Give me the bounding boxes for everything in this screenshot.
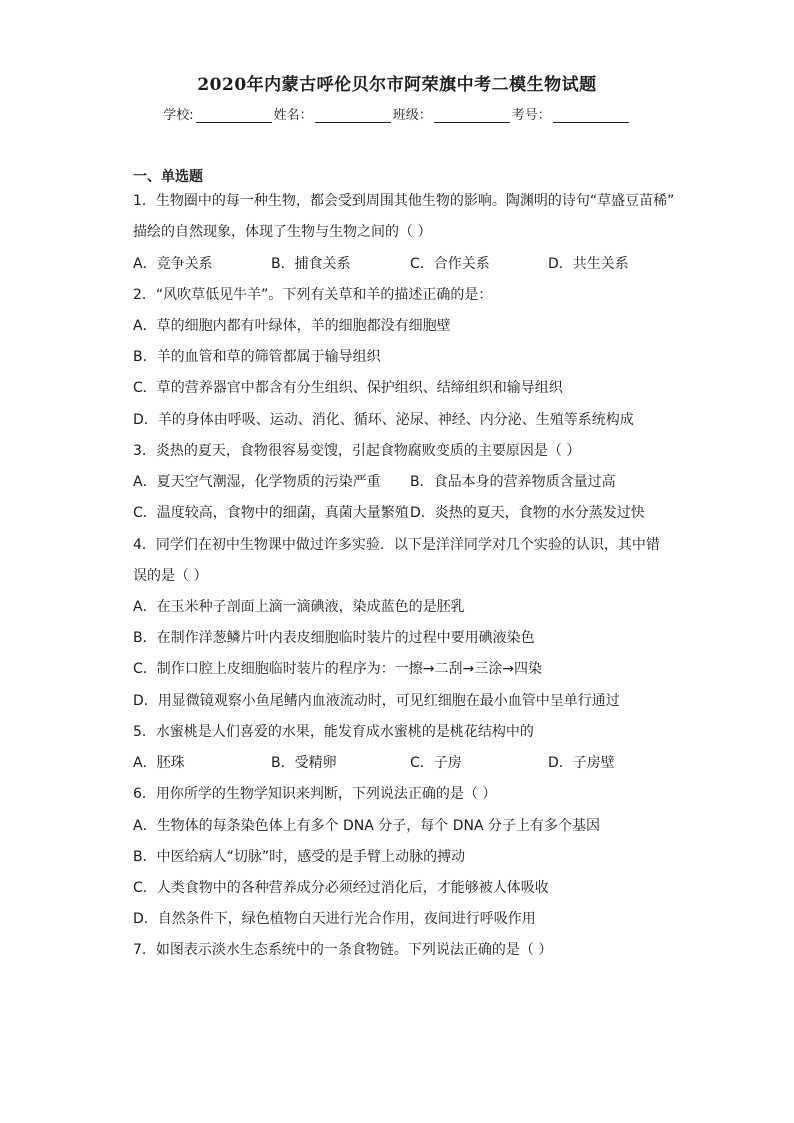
section-title: 一、单选题 <box>133 169 203 185</box>
q4-option-c: C．制作口腔上皮细胞临时装片的程序为：一擦→二刮→三涂→四染 <box>133 661 542 677</box>
q1-stem-line2: 描绘的自然现象，体现了生物与生物之间的（ ） <box>133 224 432 240</box>
q6-option-b: B．中医给病人“切脉”时，感受的是手臂上动脉的搏动 <box>133 849 466 865</box>
exam-number-label: 考号： <box>511 108 551 123</box>
q2-option-c: C．草的营养器官中都含有分生组织、保护组织、结缔组织和输导组织 <box>133 380 563 396</box>
q4-option-a: A．在玉米种子剖面上滴一滴碘液，染成蓝色的是胚乳 <box>133 599 465 615</box>
school-label: 学校: <box>163 108 194 123</box>
student-info-line <box>0 104 794 123</box>
q5-option-b: B．受精卵 <box>271 755 337 771</box>
q7-stem: 7．如图表示淡水生态系统中的一条食物链。下列说法正确的是（ ） <box>133 942 553 958</box>
q6-option-c: C．人类食物中的各种营养成分必须经过消化后，才能够被人体吸收 <box>133 880 549 896</box>
q2-option-d: D．羊的身体由呼吸、运动、消化、循环、泌尿、神经、内分泌、生殖等系统构成 <box>133 412 634 428</box>
q1-option-c: C．合作关系 <box>410 256 490 272</box>
q5-option-d: D．子房壁 <box>548 755 615 771</box>
name-blank <box>315 108 391 123</box>
q6-option-d: D．自然条件下，绿色植物白天进行光合作用，夜间进行呼吸作用 <box>133 911 536 927</box>
name-label: 姓名： <box>273 108 313 123</box>
q1-option-b: B．捕食关系 <box>271 256 351 272</box>
q4-stem-line2: 误的是（ ） <box>133 568 208 584</box>
q2-stem: 2．“风吹草低见牛羊”。下列有关草和羊的描述正确的是： <box>133 287 493 303</box>
q3-option-a: A．夏天空气潮湿，化学物质的污染严重 <box>133 474 381 490</box>
q4-stem-line1: 4．同学们在初中生物课中做过许多实验．以下是洋洋同学对几个实验的认识，其中错 <box>133 537 660 553</box>
q4-option-b: B．在制作洋葱鳞片叶内表皮细胞临时装片的过程中要用碘液染色 <box>133 630 535 646</box>
school-blank <box>196 108 272 123</box>
q3-option-d: D．炎热的夏天，食物的水分蒸发过快 <box>410 505 645 521</box>
exam-number-blank <box>553 108 629 123</box>
exam-title: 2020年内蒙古呼伦贝尔市阿荣旗中考二模生物试题 <box>197 75 597 95</box>
q6-option-a: A．生物体的每条染色体上有多个 DNA 分子，每个 DNA 分子上有多个基因 <box>133 818 601 834</box>
q1-option-d: D．共生关系 <box>548 256 629 272</box>
q5-stem: 5．水蜜桃是人们喜爱的水果，能发育成水蜜桃的是桃花结构中的 <box>133 724 534 740</box>
q2-option-b: B．羊的血管和草的筛管都属于输导组织 <box>133 349 381 365</box>
class-label: 班级： <box>392 108 432 123</box>
q3-stem: 3．炎热的夏天，食物很容易变馊，引起食物腐败变质的主要原因是（ ） <box>133 443 581 459</box>
q6-stem: 6．用你所学的生物学知识来判断，下列说法正确的是（ ） <box>133 786 497 802</box>
q1-stem-line1: 1．生物圈中的每一种生物，都会受到周围其他生物的影响。陶渊明的诗句“草盛豆苗稀” <box>133 193 675 209</box>
q3-option-c: C．温度较高，食物中的细菌，真菌大量繁殖 <box>133 505 409 521</box>
q5-option-a: A．胚珠 <box>133 755 185 771</box>
q5-option-c: C．子房 <box>410 755 462 771</box>
q4-option-d: D．用显微镜观察小鱼尾鳍内血液流动时，可见红细胞在最小血管中呈单行通过 <box>133 693 620 709</box>
q2-option-a: A．草的细胞内都有叶绿体，羊的细胞都没有细胞壁 <box>133 318 451 334</box>
q3-option-b: B．食品本身的营养物质含量过高 <box>410 474 616 490</box>
class-blank <box>434 108 510 123</box>
q1-option-a: A．竞争关系 <box>133 256 213 272</box>
